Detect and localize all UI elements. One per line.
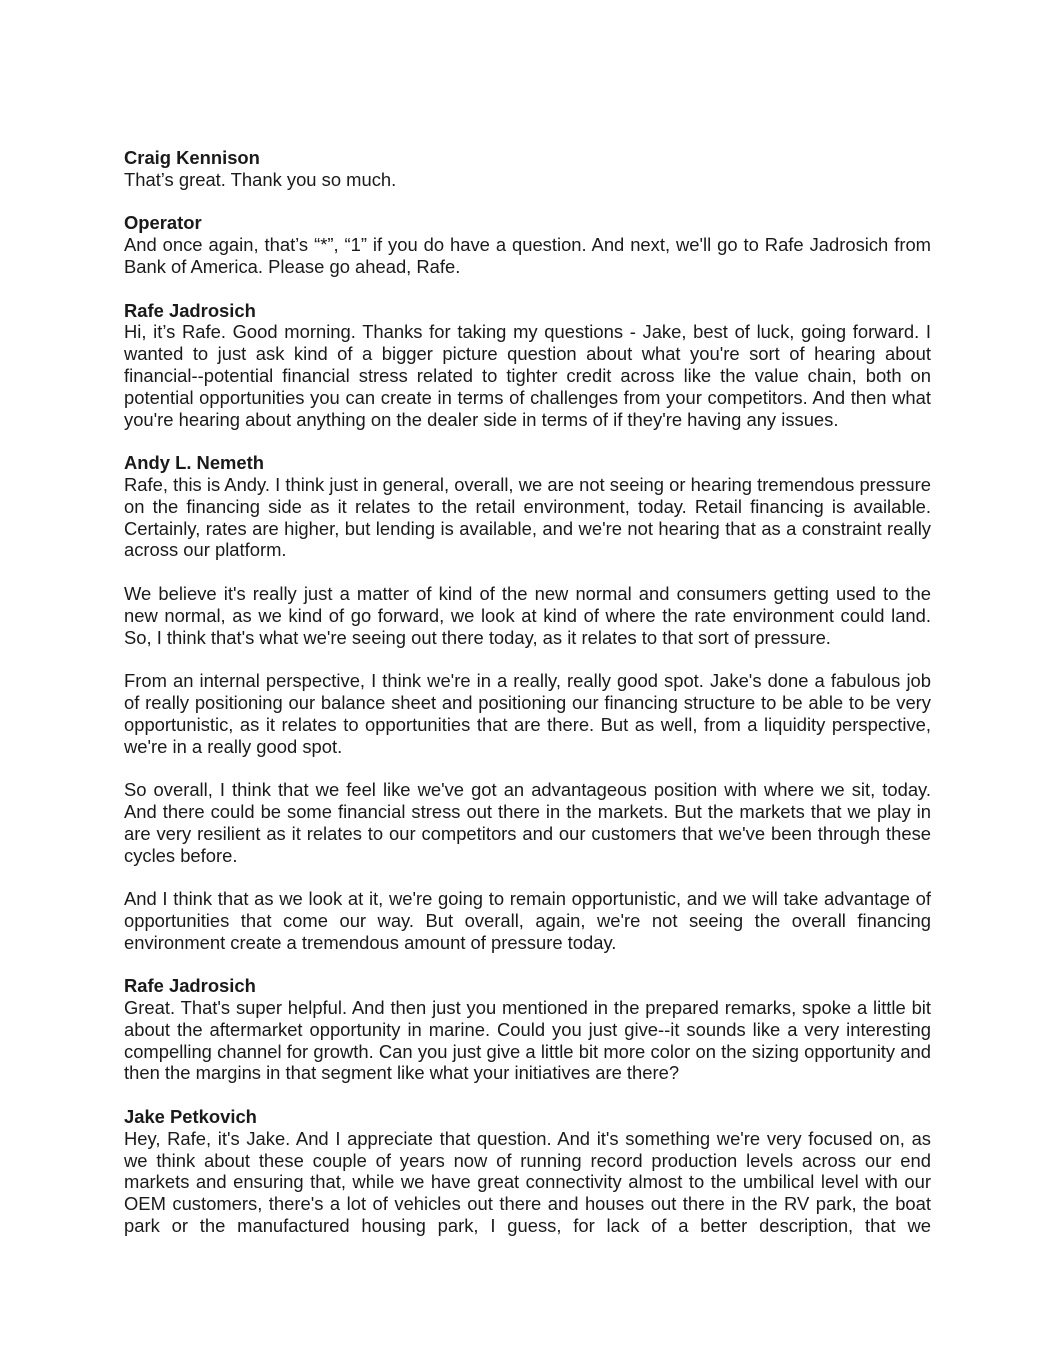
speech-paragraph: Hi, it’s Rafe. Good morning. Thanks for taking my questions - Jake, best of luck, going forward. I wanted to just ask kind of a bigger picture question about what you're sort of hearing about financial--potential financial stress related to tighter credit across like the value chain, both on potential opportunities you can create in terms of challenges from your competitors. And then what you're hearing about anything on the dealer side in terms of if they're having any issues. [124, 321, 931, 430]
speaker-name: Rafe Jadrosich [124, 975, 256, 997]
speech-paragraph: Hey, Rafe, it's Jake. And I appreciate that question. And it's something we're very focused on, as we think about these couple of years now of running record production levels across our end markets and ensuring that, while we have great connectivity almost to the umbilical level with our OEM customers, there's a lot of vehicles out there and houses out there in the RV park, the boat park or the manufactured housing park, I guess, for lack of a better description, that we [124, 1127, 931, 1237]
speech-paragraph: And once again, that’s “*”, “1” if you do have a question. And next, we'll go to Rafe Jadrosich from Bank of America. Please go ahead, Rafe. [124, 234, 931, 277]
speaker-name: Jake Petkovich [124, 1106, 257, 1128]
speech-paragraph: Great. That's super helpful. And then just you mentioned in the prepared remarks, spoke a little bit about the aftermarket opportunity in marine. Could you just give--it sounds like a very interesting compelling channel for growth. Can you just give a little bit more color on the sizing opportunity and then the margins in that segment like what your initiatives are there? [124, 997, 931, 1084]
speech-paragraph: That’s great. Thank you so much. [124, 168, 397, 190]
transcript-entry-rafe-jadrosich [124, 300, 931, 431]
transcript-entry-jake-petkovich [124, 1106, 931, 1237]
transcript-entry-rafe-jadrosich-followup [124, 975, 931, 1084]
speech-paragraph: And I think that as we look at it, we're going to remain opportunistic, and we will take advantage of opportunities that come our way. But overall, again, we're not seeing the overall financing environment create a tremendous amount of pressure today. [124, 888, 931, 953]
speaker-name: Operator [124, 212, 202, 234]
speaker-name: Rafe Jadrosich [124, 299, 256, 321]
transcript-entry-andy-nemeth [124, 452, 931, 953]
speech-paragraph: Rafe, this is Andy. I think just in general, overall, we are not seeing or hearing tremendous pressure on the financing side as it relates to the retail environment, today. Retail financing is available. Certainly, rates are higher, but lending is available, and we're not hearing that as a constraint really across our platform. [124, 473, 931, 561]
speech-paragraph: From an internal perspective, I think we're in a really, really good spot. Jake's done a fabulous job of really positioning our balance sheet and positioning our financing structure to be able to be very opportunistic, as it relates to opportunities that are there. But as well, from a liquidity perspective, we're in a really good spot. [124, 670, 931, 757]
speaker-name: Craig Kennison [124, 147, 260, 168]
speaker-name: Andy L. Nemeth [124, 452, 264, 474]
transcript-page [124, 147, 931, 1259]
transcript-entry-craig-kennison [124, 147, 931, 191]
speech-paragraph: We believe it's really just a matter of kind of the new normal and consumers getting used to the new normal, as we kind of go forward, we look at kind of where the rate environment could land. So, I think that's what we're seeing out there today, as it relates to that sort of pressure. [124, 582, 931, 648]
transcript-entry-operator [124, 212, 931, 277]
speech-paragraph: So overall, I think that we feel like we've got an advantageous position with where we sit, today. And there could be some financial stress out there in the markets. But the markets that we play in are very resilient as it relates to our competitors and our customers that we've been through these cycles before. [124, 779, 931, 866]
